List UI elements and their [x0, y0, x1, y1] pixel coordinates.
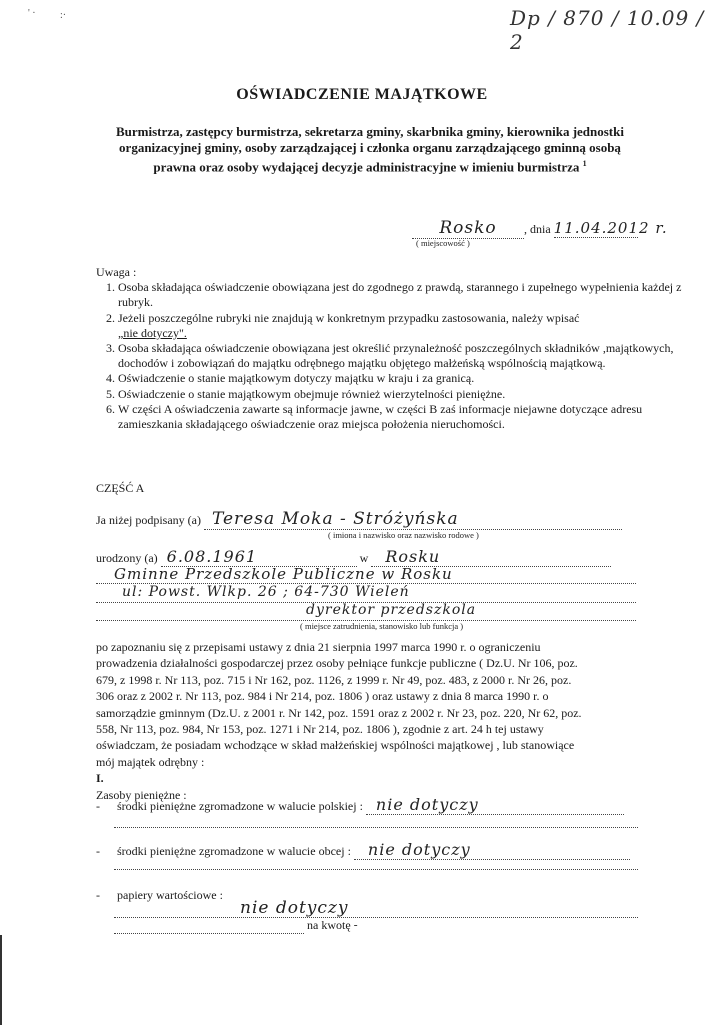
foreign-line [96, 840, 630, 860]
corner-handwritten-mark: Dp / 870 / 10.09 / 2 [510, 6, 705, 54]
pln-field: nie dotyczy [366, 795, 624, 815]
bullet: - [96, 888, 100, 902]
date-label: , dnia [524, 222, 551, 236]
notes-list [96, 280, 686, 432]
blank-line [114, 868, 638, 870]
signed-label: Ja niżej podpisany (a) [96, 513, 201, 527]
pln-line [96, 795, 624, 815]
born-place-field: Rosku [371, 547, 611, 567]
subtitle-footnote: 1 [582, 159, 587, 168]
note-item: 2. Jeżeli poszczególne rubryki nie znajdują w konkretnym przypadku zastosowania, należy wpisać „nie dotyczy". [118, 311, 686, 341]
legal-line: 306 oraz z 2002 r. Nr 113, poz. 984 i Nr 214, poz. 1806 ) oraz ustawy z dnia 8 marca 1990 r. o [96, 689, 549, 704]
amount-leader [114, 918, 304, 934]
notes-section [96, 265, 686, 432]
employment-caption: ( miejsce zatrudnienia, stanowisko lub funkcja ) [300, 621, 464, 631]
legal-line: 558, Nr 113, poz. 984, Nr 153, poz. 1271 i Nr 214, poz. 1806 ), zgodnie z art. 24 h tej ustawy [96, 722, 544, 737]
document-subtitle [100, 124, 640, 175]
securities-field: nie dotyczy [114, 898, 638, 918]
foreign-field: nie dotyczy [354, 840, 630, 860]
scan-mark: :· [60, 10, 67, 21]
born-date-field: 6.08.1961 [161, 547, 357, 567]
place-field: Rosko [412, 218, 524, 239]
name-field: Teresa Moka - Stróżyńska [204, 509, 622, 530]
employment-line-3: dyrektor przedszkola [96, 602, 636, 621]
section-roman: I. [96, 771, 104, 786]
foreign-label: środki pieniężne zgromadzone w walucie obcej : [117, 844, 351, 858]
bullet: - [96, 844, 100, 858]
legal-line: mój majątek odrębny : [96, 754, 205, 769]
note-item: 4. Oświadczenie o stanie majątkowym dotyczy majątku w kraju i za granicą. [118, 371, 686, 386]
pln-label: środki pieniężne zgromadzone w walucie polskiej : [117, 799, 363, 813]
born-in-label: w [359, 551, 369, 565]
scan-edge [0, 935, 8, 1025]
amount-line [114, 918, 359, 934]
document-title: OŚWIADCZENIE MAJĄTKOWE [236, 86, 488, 103]
bullet: - [96, 799, 100, 813]
date-field: 11.04.2012 r. [553, 219, 668, 237]
legal-paragraph [96, 639, 696, 803]
born-line [96, 547, 611, 567]
amount-field: - [353, 918, 359, 932]
place-date-line [412, 218, 668, 239]
legal-line: 679, z 1998 r. Nr 113, poz. 715 i Nr 162, poz. 1126, z 1999 r. Nr 49, poz. 483, z 2000 r. Nr 26, poz. [96, 672, 572, 687]
legal-line: prowadzenia działalności gospodarczej przez osoby pełniące funkcje publiczne ( Dz.U. Nr 106, poz. [96, 656, 578, 671]
note-quote: „nie dotyczy". [118, 325, 187, 340]
place-caption: ( miejscowość ) [416, 238, 470, 248]
scan-mark: ' · [28, 8, 36, 19]
cash-heading: Zasoby pieniężne : [96, 787, 187, 802]
employment-line-2: ul: Powst. Wlkp. 26 ; 64-730 Wieleń [96, 584, 636, 603]
subtitle-text: Burmistrza, zastępcy burmistrza, sekretarza gminy, skarbnika gminy, kierownika jednostki organizacyjnej gminy, osoby zarządzającej i członka organu zarządzającego gminną osobą prawna oraz osoby wydającej decyzje administracyjne w imieniu burmistrza [116, 124, 624, 175]
name-caption: ( imiona i nazwisko oraz nazwisko rodowe ) [328, 530, 479, 540]
legal-line: samorządzie gminnym (Dz.U. z 2001 r. Nr 142, poz. 1591 oraz z 2002 r. Nr 23, poz. 220, Nr 62, poz. [96, 705, 582, 720]
legal-line: oświadczam, że posiadam wchodzące w skład małżeńskiej wspólności majątkowej , lub stanowiące [96, 738, 575, 753]
amount-label: na kwotę [307, 918, 351, 932]
employment-line-1: Gminne Przedszkole Publiczne w Rosku [96, 565, 636, 584]
note-item: 3. Osoba składająca oświadczenie obowiązana jest określić przynależność poszczególnych składników ,majątkowych, dochodów i zobowiązań do majątku odrębnego majątku objętego małżeńską wspólnością majątkową. [118, 341, 686, 371]
note-item: 6. W części A oświadczenia zawarte są informacje jawne, w części B zaś informacje niejawne dotyczące adresu zamieszkania składającego oświadczenie oraz miejsca położenia nieruchomości. [118, 402, 686, 432]
note-item: 5. Oświadczenie o stanie majątkowym obejmuje również wierzytelności pieniężne. [118, 387, 686, 402]
legal-line: po zapoznaniu się z przepisami ustawy z dnia 21 sierpnia 1997 marca 1990 r. o ograniczeniu [96, 640, 541, 654]
born-label: urodzony (a) [96, 551, 158, 565]
securities-label: papiery wartościowe : [117, 888, 223, 902]
note-item: 1. Osoba składająca oświadczenie obowiązana jest do zgodnego z prawdą, starannego i zupełnego wypełnienia każdej z rubryk. [118, 280, 686, 310]
part-a-heading: CZĘŚĆ A [96, 481, 145, 495]
signed-line [96, 509, 622, 530]
blank-line [114, 826, 638, 828]
notes-heading: Uwaga : [96, 265, 137, 279]
